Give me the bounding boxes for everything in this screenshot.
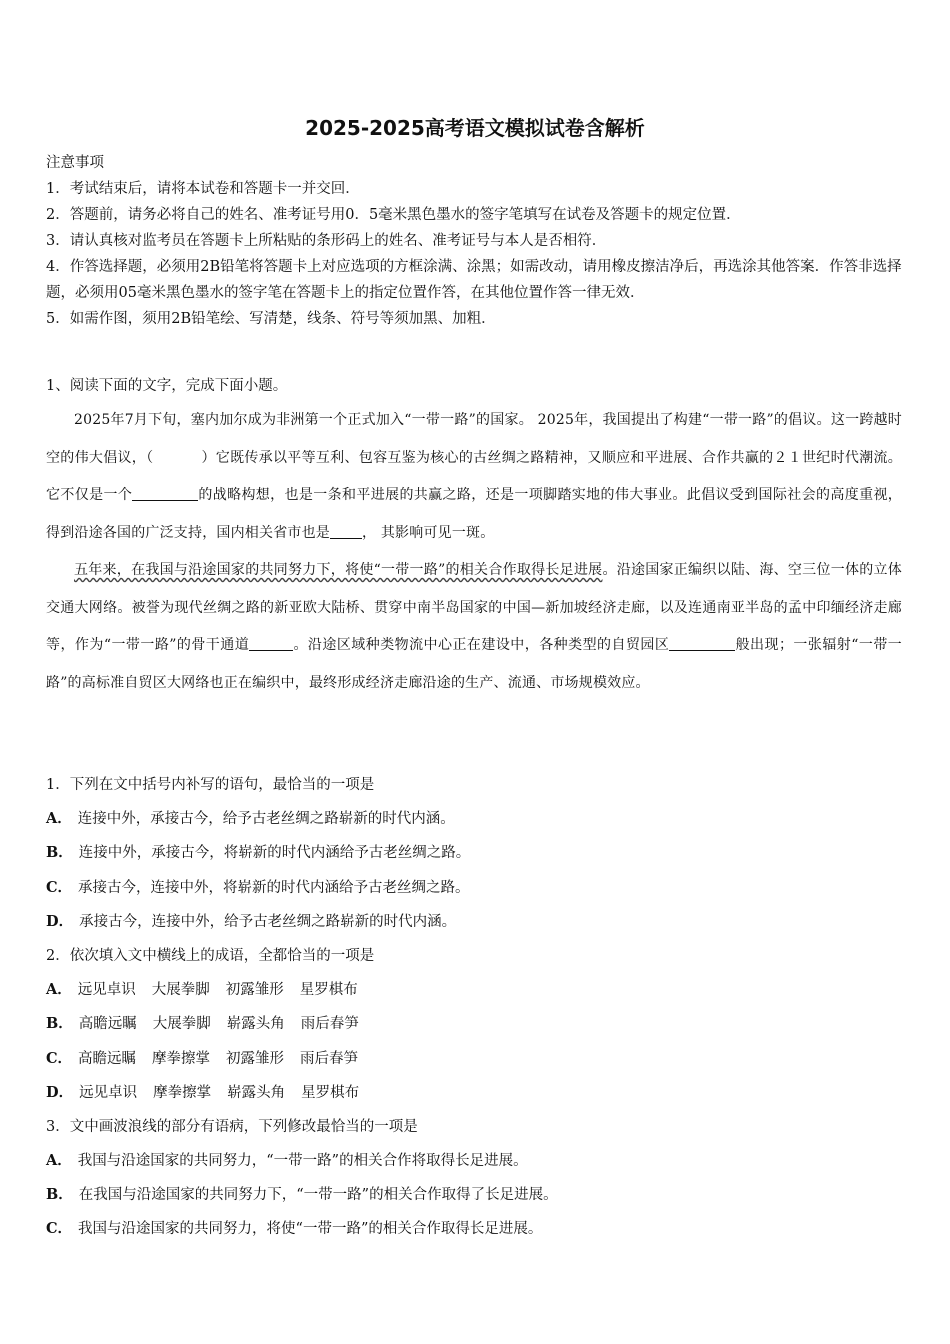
passage-paragraph-2 [46,552,902,702]
passage-text: 2025年7月下旬，塞内加尔成为非洲第一个正式加入“一带一路”的国家。 2025年，我国提出了构建“一带一路”的倡议。这一跨越时空的伟大倡议，（ [46,412,902,466]
answer-option[interactable]: A． 我国与沿途国家的共同努力，“一带一路”的相关合作将取得长足进展。 [46,1152,528,1170]
question-stem: 3．文中画波浪线的部分有语病，下列修改最恰当的一项是 [46,1118,418,1135]
question-stem: 2．依次填入文中横线上的成语，全都恰当的一项是 [46,947,375,964]
fill-blank [249,636,293,651]
page-title: 2025-2025高考语文模拟试卷含解析 [305,116,645,140]
notice-section [46,150,906,332]
answer-option[interactable]: B． 连接中外，承接古今，将崭新的时代内涵给予古老丝绸之路。 [46,844,471,862]
passage-text: 的战略构想，也是一条和平进展的共赢之路，还是一项脚踏实地的伟大事业。此倡议受到国际社会的高度重视，得到沿途各国的广泛支持，国内相关省市也是 [46,487,903,541]
notice-heading: 注意事项 [46,155,104,171]
notice-item: 5．如需作图，须用2B铅笔绘、写清楚，线条、符号等须加黑、加粗． [46,311,496,327]
reading-passage [46,402,902,702]
answer-option[interactable]: C． 我国与沿途国家的共同努力，将使“一带一路”的相关合作取得长足进展。 [46,1220,543,1238]
notice-item: 2．答题前，请务必将自己的姓名、准考证号用0．5毫米黑色墨水的签字笔填写在试卷及答题卡的规定位置． [46,207,741,223]
notice-item: 4．作答选择题，必须用2B铅笔将答题卡上对应选项的方框涂满、涂黑；如需改动，请用橡皮擦洁净后，再选涂其他答案．作答非选择题，必须用05毫米黑色墨水的签字笔在答题卡上的指定位置作答，在其他位置作答一律无效． [46,259,902,301]
wavy-underlined-text: 五年来，在我国与沿途国家的共同努力下，将使“一带一路”的相关合作取得长足进展 [74,562,603,578]
passage-text: 。沿途区域种类物流中心正在建设中，各种类型的自贸园区 [293,637,670,653]
question-list [46,771,902,1250]
passage-text: 般出现；一张辐射“一带一路”的高标准自贸区大网络也正在编织中，最终形成经济走廊沿途的生产、流通、市场规模效应。 [46,637,902,691]
answer-option[interactable]: A． 连接中外，承接古今，给予古老丝绸之路崭新的时代内涵。 [46,810,455,828]
passage-paragraph-1 [46,402,902,552]
answer-option[interactable]: D． 承接古今，连接中外，给予古老丝绸之路崭新的时代内涵。 [46,912,457,930]
answer-option[interactable]: B． 在我国与沿途国家的共同努力下，“一带一路”的相关合作取得了长足进展。 [46,1186,558,1204]
answer-option[interactable]: C． 承接古今，连接中外，将崭新的时代内涵给予古老丝绸之路。 [46,878,470,896]
answer-option[interactable]: A． 远见卓识 大展拳脚 初露雏形 星罗棋布 [46,981,358,999]
fill-blank [132,486,198,501]
notice-item: 3．请认真核对监考员在答题卡上所粘贴的条形码上的姓名、准考证号与本人是否相符． [46,233,607,249]
passage-text: ， 其影响可见一斑。 [362,524,495,541]
fill-blank [669,636,735,651]
answer-option[interactable]: C． 高瞻远瞩 摩拳擦掌 初露雏形 雨后春笋 [46,1049,359,1067]
question-stem: 1．下列在文中括号内补写的语句，最恰当的一项是 [46,777,375,793]
question-heading: 1、阅读下面的文字，完成下面小题。 [46,378,288,394]
fill-blank [330,524,362,539]
notice-item: 1．考试结束后，请将本试卷和答题卡一并交回． [46,181,360,197]
passage-text: 。沿途国家正编织以陆、海、空三位一体的立体交通大网络。被誉为现代丝绸之路的新亚欧大陆桥、贯穿中南半岛国家的中国—新加坡经济走廊，以及连通南亚半岛的孟中印缅经济走廊等，作为“一带一路”的骨干通道 [46,562,902,653]
answer-option[interactable]: D． 远见卓识 摩拳擦掌 崭露头角 星罗棋布 [46,1083,360,1101]
answer-option[interactable]: B． 高瞻远瞩 大展拳脚 崭露头角 雨后春笋 [46,1015,359,1033]
passage-text: ）它既传承以平等互利、包容互鉴为核心的古丝绸之路精神，又顺应和平进展、合作共赢的２１世纪时代潮流。它不仅是一个 [46,449,902,503]
